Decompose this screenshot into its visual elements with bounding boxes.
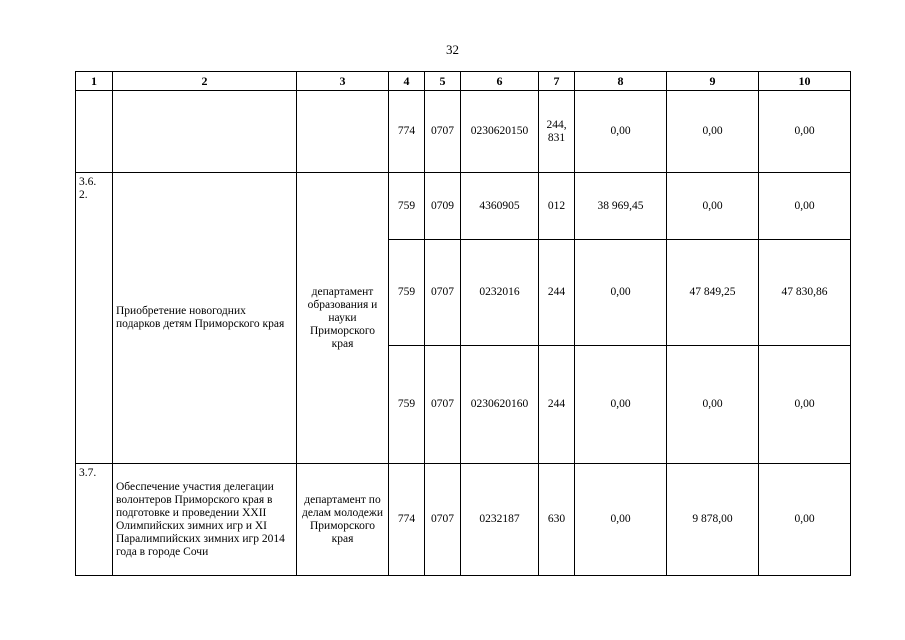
cell-col10: 0,00 bbox=[759, 464, 851, 576]
cell-col4: 774 bbox=[389, 91, 425, 173]
cell-col10: 0,00 bbox=[759, 346, 851, 464]
cell-col9: 47 849,25 bbox=[667, 240, 759, 346]
cell-col6: 0232187 bbox=[461, 464, 539, 576]
item-department: департамент по делам молодежи Приморского края bbox=[297, 464, 389, 576]
cell-col9: 0,00 bbox=[667, 91, 759, 173]
cell-number bbox=[76, 91, 113, 173]
cell-col5: 0707 bbox=[425, 240, 461, 346]
col-header-9: 9 bbox=[667, 72, 759, 91]
cell-col5: 0707 bbox=[425, 346, 461, 464]
cell-col9: 0,00 bbox=[667, 346, 759, 464]
cell-col5: 0709 bbox=[425, 173, 461, 240]
cell-col7: 630 bbox=[539, 464, 575, 576]
table-row bbox=[76, 91, 851, 173]
cell-col4: 759 bbox=[389, 173, 425, 240]
page-number: 32 bbox=[446, 42, 459, 57]
cell-col7: 244, 831 bbox=[539, 91, 575, 173]
item-department: департамент образования и науки Приморского края bbox=[297, 173, 389, 464]
cell-col4: 759 bbox=[389, 346, 425, 464]
col-header-10: 10 bbox=[759, 72, 851, 91]
cell-col4: 774 bbox=[389, 464, 425, 576]
col-header-5: 5 bbox=[425, 72, 461, 91]
cell-col8: 0,00 bbox=[575, 240, 667, 346]
cell-col7: 244 bbox=[539, 240, 575, 346]
item-number: 3.7. bbox=[76, 464, 113, 576]
col-header-1: 1 bbox=[76, 72, 113, 91]
cell-col9: 9 878,00 bbox=[667, 464, 759, 576]
cell-col5: 0707 bbox=[425, 464, 461, 576]
item-name: Обеспечение участия делегации волонтеров Приморского края в подготовке и проведении XXII Олимпийских зимних игр и XI Паралимпийских зимних игр 2014 года в городе Сочи bbox=[113, 464, 297, 576]
cell-col7: 012 bbox=[539, 173, 575, 240]
col-header-4: 4 bbox=[389, 72, 425, 91]
cell-col10: 0,00 bbox=[759, 173, 851, 240]
cell-col7: 244 bbox=[539, 346, 575, 464]
cell-col8: 0,00 bbox=[575, 346, 667, 464]
item-name: Приобретение новогодних подарков детям Приморского края bbox=[113, 173, 297, 464]
cell-name bbox=[113, 91, 297, 173]
table-row bbox=[76, 173, 851, 240]
col-header-8: 8 bbox=[575, 72, 667, 91]
col-header-2: 2 bbox=[113, 72, 297, 91]
cell-col8: 38 969,45 bbox=[575, 173, 667, 240]
cell-col9: 0,00 bbox=[667, 173, 759, 240]
cell-col6: 4360905 bbox=[461, 173, 539, 240]
cell-col10: 0,00 bbox=[759, 91, 851, 173]
cell-col6: 0230620150 bbox=[461, 91, 539, 173]
cell-col4: 759 bbox=[389, 240, 425, 346]
cell-department bbox=[297, 91, 389, 173]
col-header-3: 3 bbox=[297, 72, 389, 91]
col-header-7: 7 bbox=[539, 72, 575, 91]
cell-col8: 0,00 bbox=[575, 464, 667, 576]
table-row bbox=[76, 464, 851, 576]
cell-col8: 0,00 bbox=[575, 91, 667, 173]
col-header-6: 6 bbox=[461, 72, 539, 91]
item-number: 3.6. 2. bbox=[76, 173, 113, 464]
cell-col6: 0230620160 bbox=[461, 346, 539, 464]
cell-col6: 0232016 bbox=[461, 240, 539, 346]
cell-col10: 47 830,86 bbox=[759, 240, 851, 346]
header-row bbox=[76, 72, 851, 91]
budget-table bbox=[75, 71, 851, 576]
cell-col5: 0707 bbox=[425, 91, 461, 173]
